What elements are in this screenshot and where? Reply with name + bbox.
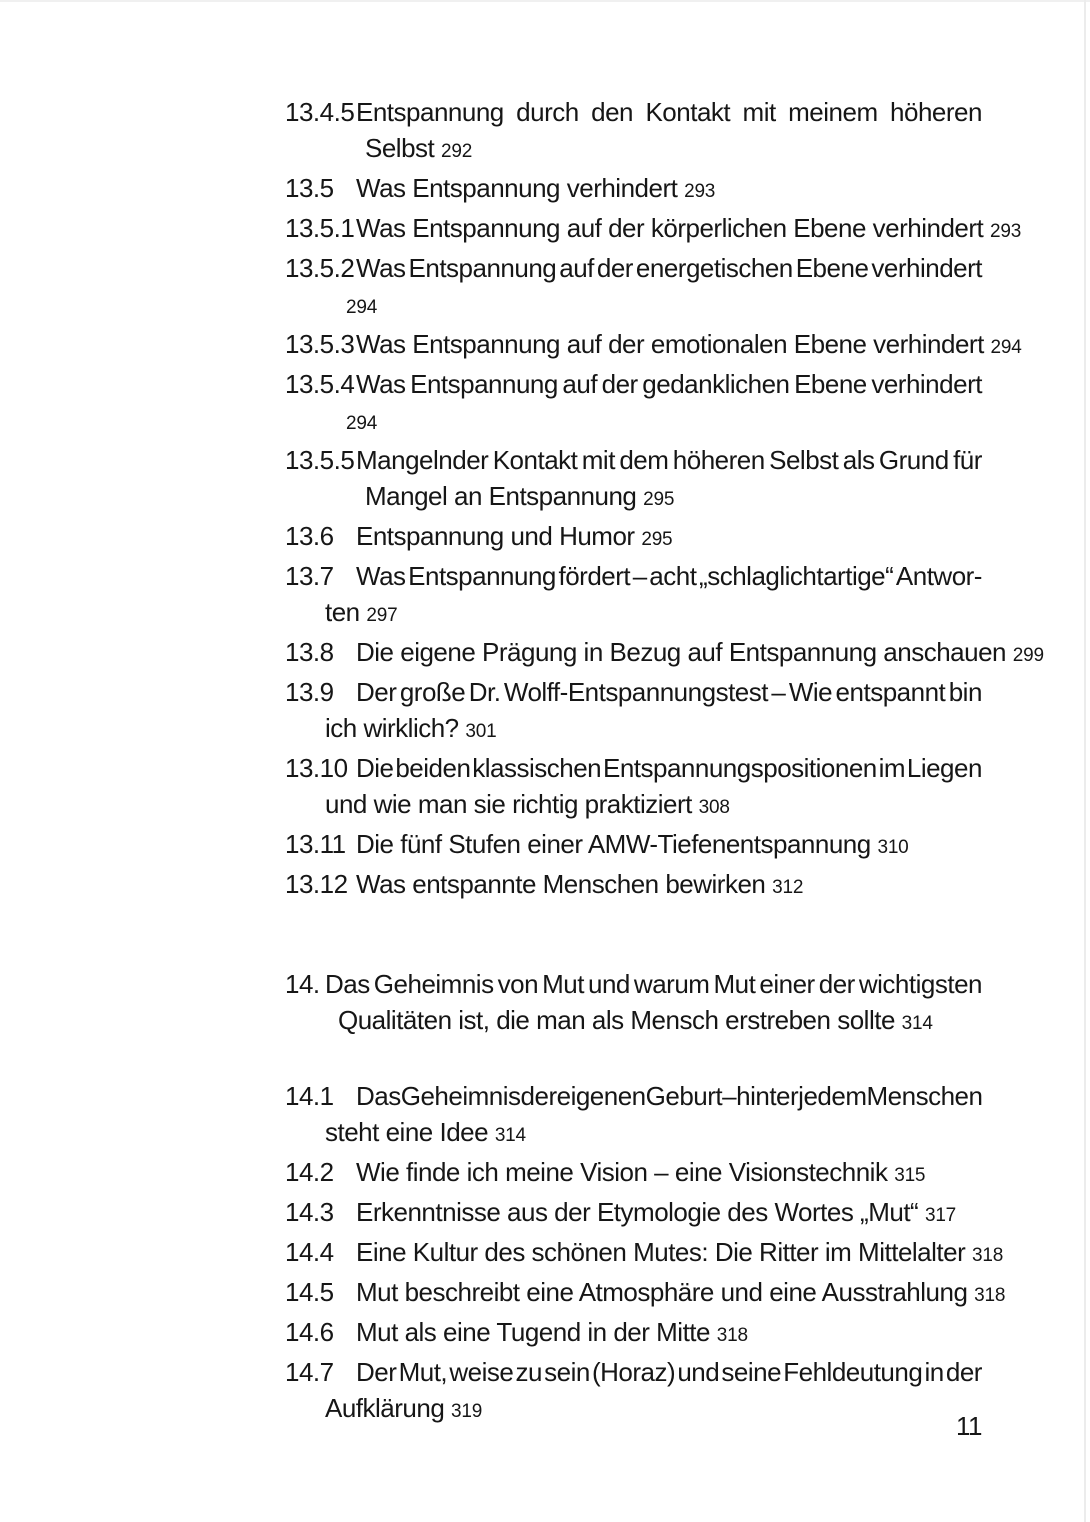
toc-word: Dr. [468, 677, 501, 707]
toc-line [285, 674, 982, 710]
toc-word: Das [325, 969, 370, 999]
toc-word: und [587, 969, 630, 999]
toc-entry-number: 13.12 [285, 869, 348, 899]
toc-line [285, 1114, 982, 1154]
toc-word: seine [721, 1357, 782, 1387]
toc-word: auf [559, 253, 594, 283]
toc-page-ref: 310 [877, 837, 909, 858]
toc-page-ref: 292 [441, 141, 473, 162]
toc-word: Liegen [906, 753, 982, 783]
toc-word: – [771, 677, 786, 707]
toc-word: Was [356, 253, 406, 283]
toc-word: Ebene [794, 369, 867, 399]
toc-word: acht [649, 561, 697, 591]
toc-line [285, 442, 982, 478]
toc-entry-number: 13.6 [285, 521, 334, 551]
toc-continuation-text: und wie man sie richtig praktiziert 308 [325, 789, 730, 819]
toc-word: Was [356, 369, 406, 399]
toc-line [285, 1274, 1006, 1314]
toc-entry-number: 13.8 [285, 637, 334, 667]
toc-word: Der [356, 1357, 397, 1387]
toc-entry-text: Mut als eine Tugend in der Mitte 318 [356, 1317, 748, 1347]
toc-word: der [596, 253, 633, 283]
toc-page-ref: 318 [972, 1245, 1004, 1266]
toc-word: Mut [542, 969, 584, 999]
toc-word: Menschen [866, 1081, 983, 1111]
toc-entry-text: Was entspannte Menschen bewirken 312 [356, 869, 804, 899]
toc-word: fördert [558, 561, 631, 591]
toc-line [285, 786, 982, 826]
toc-page-ref: 315 [894, 1165, 926, 1186]
toc-continuation-text: Qualitäten ist, die man als Mensch erstreben sollte 314 [338, 1005, 933, 1035]
toc-word: Wie [788, 677, 833, 707]
toc-word: Entspannung [410, 369, 558, 399]
toc-word: meinem [788, 97, 878, 127]
toc-entry-number: 14. [285, 969, 320, 999]
section-gap [285, 906, 982, 966]
toc-line [285, 866, 982, 906]
toc-word: mit [581, 445, 615, 475]
toc-line [285, 1194, 982, 1234]
toc-entry-number: 13.5.3 [285, 329, 355, 359]
toc-continuation-text: steht eine Idee 314 [325, 1117, 526, 1147]
toc-word: Entspannung [356, 97, 504, 127]
toc-entry-number: 13.5 [285, 173, 334, 203]
toc-word: der [601, 369, 638, 399]
toc-line [285, 1354, 982, 1390]
toc-word: der [945, 1357, 982, 1387]
toc-word: entspannt [835, 677, 946, 707]
toc-page-ref: 295 [643, 489, 675, 510]
toc-word: hinter [736, 1081, 799, 1111]
toc-word: Geheimnis [400, 1081, 521, 1111]
toc-word: warum [633, 969, 710, 999]
toc-entry-number: 14.2 [285, 1157, 334, 1187]
toc-entry-text [356, 750, 982, 786]
toc-word: Entspannung [408, 253, 557, 283]
toc-word: der [818, 969, 855, 999]
toc-page-ref: 312 [772, 877, 804, 898]
toc-line [285, 1234, 1004, 1274]
toc-line [285, 634, 1044, 674]
toc-word: (Horaz) [592, 1357, 676, 1387]
toc-word: Fehldeutung [783, 1357, 923, 1387]
toc-word: Die [356, 753, 394, 783]
toc-word: Mut, [398, 1357, 448, 1387]
toc-entry-number: 13.5.5 [285, 445, 355, 475]
toc-word: als [842, 445, 875, 475]
toc-line [285, 478, 982, 518]
toc-page-ref: 314 [494, 1125, 526, 1146]
toc-entry-text: Erkenntnisse aus der Etymologie des Wortes „Mut“ 317 [356, 1197, 957, 1227]
toc-entry-number: 14.6 [285, 1317, 334, 1347]
toc-page-ref: 293 [684, 181, 716, 202]
toc-entry-text: Was Entspannung auf der körperlichen Ebene verhindert 293 [356, 213, 1022, 243]
toc-page-ref: 318 [974, 1285, 1006, 1306]
toc-word: große [399, 677, 466, 707]
toc-entry-text [356, 674, 982, 710]
toc-page-ref: 293 [990, 221, 1022, 242]
toc-line [285, 402, 982, 442]
toc-line [285, 210, 1022, 250]
toc-page-ref: 318 [716, 1325, 748, 1346]
toc-word: bin [948, 677, 982, 707]
toc-entry-number: 13.9 [285, 677, 334, 707]
toc-line [285, 326, 1022, 366]
toc-word: verhindert [871, 369, 982, 399]
toc-page-ref: 314 [901, 1013, 933, 1034]
toc-line [285, 826, 982, 866]
toc-word: von [497, 969, 539, 999]
toc-page-ref: 301 [465, 721, 497, 742]
toc-word: klassischen [472, 753, 602, 783]
toc-entry-text [325, 966, 982, 1002]
toc-continuation-text: Selbst 292 [365, 133, 473, 163]
toc-word: Das [356, 1081, 401, 1111]
toc-entry-number: 14.3 [285, 1197, 334, 1227]
footer-page-number: 11 [956, 1411, 982, 1441]
toc-line [285, 750, 982, 786]
toc-page-ref: 294 [346, 297, 378, 318]
toc-entry-text [356, 1354, 982, 1390]
toc-continuation-text: Aufklärung 319 [325, 1393, 483, 1423]
toc-entry-number: 13.7 [285, 561, 334, 591]
page-top-edge [0, 0, 1090, 2]
toc-page-ref: 319 [451, 1401, 483, 1422]
toc-page-ref: 294 [346, 413, 378, 434]
toc-entry-text: Was Entspannung verhindert 293 [356, 173, 716, 203]
toc-entry-text [356, 1078, 982, 1114]
toc-page-ref: 299 [1012, 645, 1044, 666]
toc-line [285, 366, 982, 402]
toc-word: auf [562, 369, 598, 399]
toc-word: „schlaglichtartige“ [699, 561, 894, 591]
toc-entry-number: 13.11 [285, 829, 346, 859]
toc-entry-number: 13.4.5 [285, 97, 355, 127]
toc-entry-text: Wie finde ich meine Vision – eine Visionstechnik 315 [356, 1157, 926, 1187]
toc-word: weise [449, 1357, 514, 1387]
toc-entry-number: 13.10 [285, 753, 348, 783]
toc-word: energetischen [635, 253, 793, 283]
toc-word: Was [356, 561, 406, 591]
toc-word: den [591, 97, 634, 127]
toc-entry-text: Was Entspannung auf der emotionalen Ebene verhindert 294 [356, 329, 1022, 359]
toc-word: Kontakt [645, 97, 731, 127]
toc-word: dem [619, 445, 669, 475]
toc-word: sein [544, 1357, 590, 1387]
toc-word: Geheimnis [373, 969, 494, 999]
toc-entry-number: 14.1 [285, 1081, 334, 1111]
toc-line [285, 94, 982, 130]
toc-word: Ebene [795, 253, 869, 283]
toc-word: einer [759, 969, 815, 999]
toc-word: jedem [798, 1081, 867, 1111]
toc-word: durch [516, 97, 579, 127]
toc-line [285, 594, 982, 634]
toc-word: zu [515, 1357, 542, 1387]
toc-word: Wolff-Entspannungstest [503, 677, 768, 707]
toc-word: wichtigsten [858, 969, 982, 999]
toc-page-ref: 295 [641, 529, 673, 550]
toc-line [285, 250, 982, 286]
toc-line [285, 286, 982, 326]
toc-word: Kontakt [492, 445, 578, 475]
toc-word: Antwor- [895, 561, 982, 591]
toc-entry-number: 14.4 [285, 1237, 334, 1267]
toc-word: Geburt [645, 1081, 723, 1111]
toc-continuation-text: Mangel an Entspannung 295 [365, 481, 675, 511]
toc-entry-text [356, 558, 982, 594]
toc-word: der [520, 1081, 557, 1111]
toc-entry-text [356, 442, 982, 478]
toc-line [285, 518, 982, 558]
toc-line [285, 558, 982, 594]
toc-word: Mangelnder [356, 445, 489, 475]
toc-word: höheren [890, 97, 982, 127]
toc-entry-number: 13.5.1 [285, 213, 355, 243]
toc-word: Mut [713, 969, 756, 999]
toc-entry-text: Die eigene Prägung in Bezug auf Entspannung anschauen 299 [356, 637, 1044, 667]
toc-entry-text: Eine Kultur des schönen Mutes: Die Ritter im Mittelalter 318 [356, 1237, 1004, 1267]
toc-word: Der [356, 677, 397, 707]
toc-line [285, 130, 982, 170]
toc-entry-text: Die fünf Stufen einer AMW-Tiefenentspannung 310 [356, 829, 909, 859]
toc-word: verhindert [871, 253, 982, 283]
toc-page-ref: 294 [990, 337, 1022, 358]
toc-entry-number: 13.5.2 [285, 253, 355, 283]
toc-word: gedanklichen [642, 369, 790, 399]
toc-continuation-text: ich wirklich? 301 [325, 713, 497, 743]
toc-entry-number: 14.7 [285, 1357, 334, 1387]
toc-word: Entspannung [408, 561, 556, 591]
toc-entry-number: 14.5 [285, 1277, 334, 1307]
toc-word: in [924, 1357, 944, 1387]
toc-word: im [878, 753, 906, 783]
toc-word: für [953, 445, 982, 475]
toc-line [285, 1314, 982, 1354]
toc-entry-text: Mut beschreibt eine Atmosphäre und eine Ausstrahlung 318 [356, 1277, 1006, 1307]
toc-continuation-text [285, 402, 982, 442]
toc-entry-text: Entspannung und Humor 295 [356, 521, 673, 551]
toc-entry-text [356, 250, 982, 286]
page-right-edge [1084, 0, 1086, 1522]
toc-word: beiden [395, 753, 471, 783]
toc-word: Grund [878, 445, 949, 475]
toc-word: eigenen [556, 1081, 646, 1111]
toc-entry-text [356, 366, 982, 402]
toc-page-ref: 317 [924, 1205, 957, 1226]
toc-line [285, 966, 982, 1002]
toc-line [285, 1002, 982, 1042]
toc-entry-text [356, 94, 982, 130]
toc-entry-number: 13.5.4 [285, 369, 355, 399]
toc-continuation-text: ten 297 [325, 597, 398, 627]
toc-word: Entspannungspositionen [602, 753, 877, 783]
toc-page-ref: 308 [698, 797, 730, 818]
toc-line [285, 1078, 982, 1114]
toc-line [285, 170, 982, 210]
toc-word: – [632, 561, 647, 591]
toc-line [285, 1154, 982, 1194]
toc-page-ref: 297 [366, 605, 398, 626]
toc [285, 94, 1044, 1430]
toc-word: Selbst [769, 445, 839, 475]
section-gap [285, 1042, 982, 1078]
toc-word: mit [742, 97, 776, 127]
toc-continuation-text [285, 286, 982, 326]
toc-word: höheren [672, 445, 765, 475]
toc-line [285, 710, 982, 750]
toc-word: und [677, 1357, 720, 1387]
toc-word: – [722, 1081, 737, 1111]
